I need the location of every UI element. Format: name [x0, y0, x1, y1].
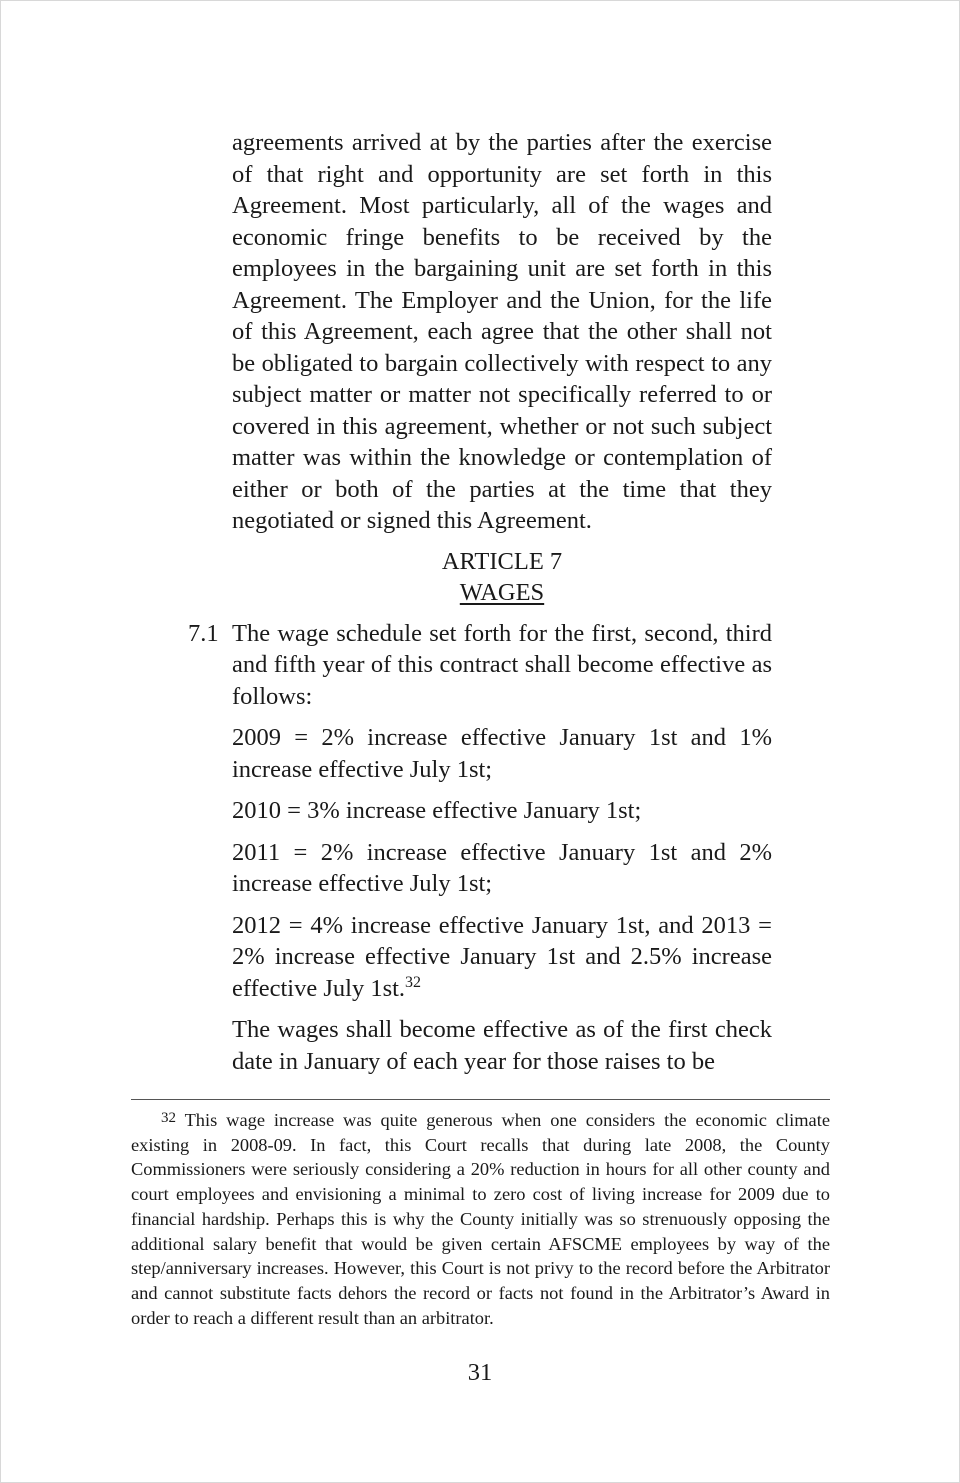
closing-paragraph: The wages shall become effective as of the first check date in January of each year for those raises to be — [232, 1016, 772, 1075]
wage-item-2010: 2010 = 3% increase effective January 1st; — [232, 797, 642, 824]
footnote-reference[interactable]: 32 — [405, 973, 422, 991]
footnote-text: This wage increase was quite generous when one considers the economic climate existing in 2008-09. In fact, this Court recalls that during late 2008, the County Commissioners were seriously considering a 20% reduction in hours for all other county and court employees and envisioning a minimal to zero cost of living increase for 2009 due to financial hardship. Perhaps this is why the County initially was so strenuously opposing the additional salary benefit that would be given certain AFSCME employees by way of the step/anniversary increases. However, this Court is not privy to the record before the Arbitrator and cannot substitute facts dehors the record or facts not found in the Arbitrator’s Award in order to reach a different result than an arbitrator. — [131, 1110, 830, 1328]
wage-item-2011: 2011 = 2% increase effective January 1st and 2% increase effective July 1st; — [232, 838, 772, 897]
article-heading: ARTICLE 7 — [441, 547, 563, 575]
section-number: 7.1 — [188, 619, 219, 647]
footnote-divider — [131, 1099, 830, 1100]
wage-item-2012-2013 — [232, 910, 772, 1005]
article-title: WAGES — [459, 579, 545, 606]
main-text — [188, 127, 772, 1077]
footnote-number: 32 — [161, 1110, 176, 1126]
wage-item-2012-2013-text: 2012 = 4% increase effective January 1st, and 2013 = 2% increase effective January 1st and 2.5% increase effective July 1st. — [232, 911, 772, 1002]
section-intro: The wage schedule set forth for the first, second, third and fifth year of this contract shall become effective as follows: — [232, 619, 772, 710]
page-number: 31 — [467, 1359, 493, 1386]
footnote-32 — [131, 1108, 830, 1330]
continuation-paragraph: agreements arrived at by the parties after the exercise of that right and opportunity are set forth in this Agreement. Most particularly, all of the wages and economic fringe benefits to be received by the employees in the bargaining unit are set forth in this Agreement. The Employer and the Union, for the life of this Agreement, each agree that the other shall not be obligated to bargain collectively with respect to any subject matter or matter not specifically referred to or covered in this agreement, whether or not such subject matter was within the knowledge or contemplation of either or both of the parties at the time that they negotiated or signed this Agreement. — [232, 129, 772, 534]
wage-item-2009: 2009 = 2% increase effective January 1st and 1% increase effective July 1st; — [232, 724, 772, 783]
section-7-1 — [188, 618, 772, 713]
